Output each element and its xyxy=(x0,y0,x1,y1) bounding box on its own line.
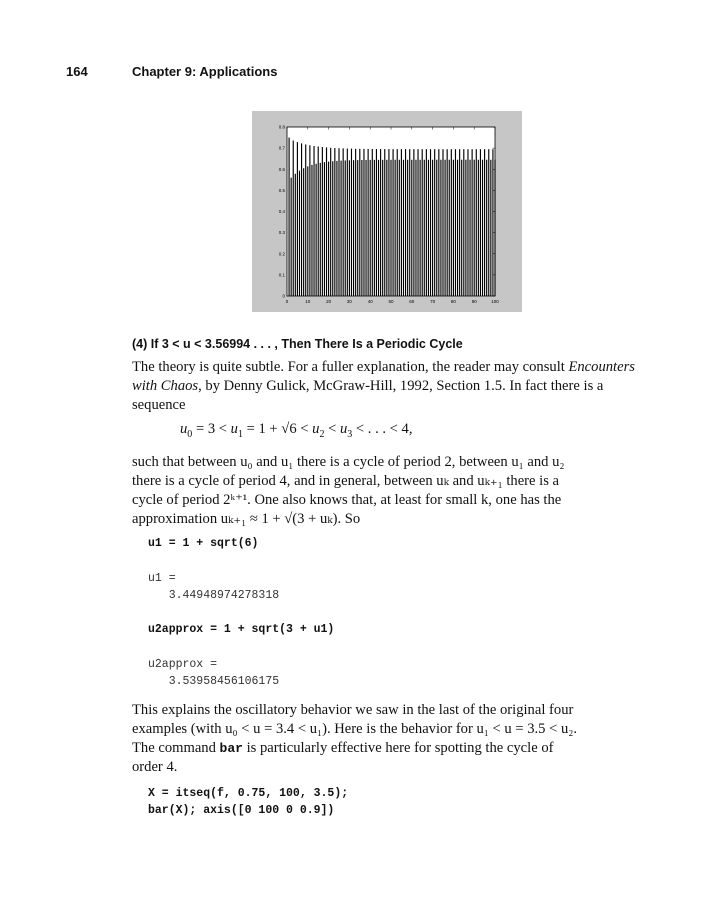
bar-73 xyxy=(438,149,439,296)
bar-47 xyxy=(384,149,385,296)
bar-1 xyxy=(289,138,290,296)
y-tick-label-8: 0.8 xyxy=(278,124,285,130)
bar-68 xyxy=(428,160,429,296)
bar-64 xyxy=(420,160,421,296)
bar-85 xyxy=(463,149,464,296)
bar-26 xyxy=(341,161,342,296)
bar-97 xyxy=(488,149,489,296)
bar-24 xyxy=(336,161,337,296)
para1-text-b: , by Denny Gulick, McGraw-Hill, 1992, Section 1.5. In fact there is a sequence xyxy=(132,378,604,413)
bar-72 xyxy=(436,160,437,296)
bar-71 xyxy=(434,149,435,296)
para2-line2: there is a cycle of period 4, and in general, between uₖ and uₖ₊₁ there is a xyxy=(132,473,560,489)
bar-55 xyxy=(401,149,402,296)
bar-4 xyxy=(295,174,296,296)
x-tick-label-2: 20 xyxy=(326,299,332,304)
bar-82 xyxy=(457,160,458,296)
y-tick-label-7: 0.7 xyxy=(278,145,285,151)
bar-59 xyxy=(409,149,410,296)
bar-19 xyxy=(326,147,327,296)
x-tick-label-4: 40 xyxy=(367,299,373,304)
x-tick-label-1: 10 xyxy=(305,299,311,304)
sequence-equation: $u_0 = 3 < u_1 = 1 + √6 < u_2 < u_3$ < . . . < 4, xyxy=(180,421,413,440)
bar-81 xyxy=(455,149,456,296)
bar-44 xyxy=(378,160,379,296)
bar-17 xyxy=(322,147,323,296)
bar-76 xyxy=(445,160,446,296)
bar-34 xyxy=(357,160,358,296)
bar-83 xyxy=(459,149,460,296)
bar-43 xyxy=(376,149,377,296)
bar-30 xyxy=(349,160,350,296)
bar-63 xyxy=(417,149,418,296)
bar-58 xyxy=(407,160,408,296)
bar-10 xyxy=(307,166,308,296)
bar-70 xyxy=(432,160,433,296)
bar-86 xyxy=(465,160,466,296)
bar-33 xyxy=(355,149,356,296)
bar-46 xyxy=(382,160,383,296)
bar-20 xyxy=(328,162,329,296)
y-tick-label-4: 0.4 xyxy=(278,209,285,214)
bar-91 xyxy=(476,149,477,296)
bar-9 xyxy=(305,144,306,296)
bar-48 xyxy=(386,160,387,296)
bar-16 xyxy=(320,163,321,296)
bar-45 xyxy=(380,149,381,296)
bar-50 xyxy=(390,160,391,296)
bar-80 xyxy=(453,160,454,296)
bar-92 xyxy=(478,160,479,296)
x-tick-label-6: 60 xyxy=(409,299,415,304)
paragraph-theory xyxy=(132,358,647,415)
bar-32 xyxy=(353,160,354,296)
paragraph-cycles xyxy=(132,453,647,529)
code-command-bar: bar(X); axis([0 100 0 0.9]) xyxy=(148,804,335,817)
para3-line4: order 4. xyxy=(132,759,178,775)
para3-line1: This explains the oscillatory behavior we saw in the last of the original four xyxy=(132,702,574,718)
bar-command-inline: bar xyxy=(219,741,243,756)
bar-79 xyxy=(451,149,452,296)
para2-line1: such that between u₀ and u₁ there is a cycle of period 2, between u₁ and u₂ xyxy=(132,454,565,470)
y-tick-label-1: 0.1 xyxy=(278,272,285,278)
bar-12 xyxy=(311,165,312,296)
y-tick-label-6: 0.6 xyxy=(278,166,285,172)
bar-7 xyxy=(301,143,302,296)
bar-54 xyxy=(399,160,400,296)
bar-37 xyxy=(363,149,364,296)
bar-56 xyxy=(403,160,404,296)
bar-88 xyxy=(469,160,470,296)
bar-5 xyxy=(297,142,298,296)
x-tick-label-3: 30 xyxy=(346,299,352,304)
para3-line2: examples (with u₀ < u = 3.4 < u₁). Here is the behavior for u₁ < u = 3.5 < u₂. xyxy=(132,721,578,737)
bar-11 xyxy=(309,145,310,296)
y-tick-label-0: 0 xyxy=(282,293,285,299)
bar-6 xyxy=(299,171,300,296)
bar-94 xyxy=(482,160,483,296)
bar-49 xyxy=(388,149,389,296)
bar-41 xyxy=(372,149,373,296)
bar-21 xyxy=(330,148,331,296)
x-tick-label-9: 90 xyxy=(471,299,477,304)
bar-67 xyxy=(426,149,427,296)
para1-text-a: The theory is quite subtle. For a fuller explanation, the reader may consult xyxy=(132,359,569,375)
code-command-itseq: X = itseq(f, 0.75, 100, 3.5); xyxy=(148,787,349,800)
section-heading: (4) If 3 < u < 3.56994 . . . , Then There Is a Periodic Cycle xyxy=(132,337,463,351)
paragraph-behavior xyxy=(132,701,647,777)
x-tick-label-8: 80 xyxy=(450,299,456,304)
x-tick-label-5: 50 xyxy=(388,299,394,304)
bar-61 xyxy=(413,149,414,296)
code-output-u2approx: u2approx = 3.53958456106175 xyxy=(148,658,280,688)
page-number: 164 xyxy=(66,64,88,79)
bar-95 xyxy=(484,149,485,296)
bar-62 xyxy=(415,160,416,296)
bar-51 xyxy=(393,149,394,296)
bar-53 xyxy=(397,149,398,296)
bar-89 xyxy=(472,149,473,296)
code-command-u2approx: u2approx = 1 + sqrt(3 + u1) xyxy=(148,623,335,636)
bar-96 xyxy=(486,160,487,296)
bar-8 xyxy=(303,168,304,296)
bar-87 xyxy=(467,149,468,296)
y-tick-label-3: 0.3 xyxy=(278,230,285,236)
bar-60 xyxy=(411,160,412,296)
book-title: Encounters with Chaos xyxy=(132,359,635,394)
bar-28 xyxy=(345,160,346,296)
bar-99 xyxy=(492,149,493,296)
bar-3 xyxy=(293,141,294,296)
chapter-title: Chapter 9: Applications xyxy=(132,64,278,79)
bar-22 xyxy=(332,161,333,296)
x-tick-label-7: 70 xyxy=(430,299,436,304)
para2-line4: approximation uₖ₊₁ ≈ 1 + √(3 + uₖ). So xyxy=(132,511,361,527)
bar-66 xyxy=(424,160,425,296)
para2-line3: cycle of period 2ᵏ⁺¹. One also knows that, at least for small k, one has the xyxy=(132,492,562,508)
bar-90 xyxy=(474,160,475,296)
bar-93 xyxy=(480,149,481,296)
bar-98 xyxy=(490,160,491,296)
bar-39 xyxy=(368,149,369,296)
bar-75 xyxy=(442,149,443,296)
bar-100 xyxy=(494,160,495,296)
bar-74 xyxy=(440,160,441,296)
bar-25 xyxy=(338,148,339,296)
bar-29 xyxy=(347,149,348,296)
bar-15 xyxy=(318,147,319,296)
bar-65 xyxy=(422,149,423,296)
bar-23 xyxy=(334,148,335,296)
para3-line3: The command bar is particularly effective here for spotting the cycle of xyxy=(132,740,554,756)
y-tick-label-2: 0.2 xyxy=(278,251,285,257)
bar-78 xyxy=(449,160,450,296)
bar-27 xyxy=(343,148,344,296)
x-tick-label-10: 100 xyxy=(491,299,499,304)
bar-chart-figure xyxy=(252,111,522,312)
bar-2 xyxy=(291,178,292,296)
bar-77 xyxy=(447,149,448,296)
bar-18 xyxy=(324,162,325,296)
bar-38 xyxy=(365,160,366,296)
x-tick-label-0: 0 xyxy=(285,299,289,304)
bar-13 xyxy=(313,146,314,296)
y-tick-label-5: 0.5 xyxy=(278,187,285,193)
code-command-u1: u1 = 1 + sqrt(6) xyxy=(148,537,259,550)
bar-36 xyxy=(361,160,362,296)
bar-42 xyxy=(374,160,375,296)
bar-31 xyxy=(351,149,352,296)
bar-84 xyxy=(461,160,462,296)
bar-69 xyxy=(430,149,431,296)
bar-35 xyxy=(359,149,360,296)
bar-57 xyxy=(405,149,406,296)
bar-40 xyxy=(370,160,371,296)
code-output-u1: u1 = 3.44948974278318 xyxy=(148,572,280,602)
bar-52 xyxy=(395,160,396,296)
bar-14 xyxy=(316,164,317,296)
